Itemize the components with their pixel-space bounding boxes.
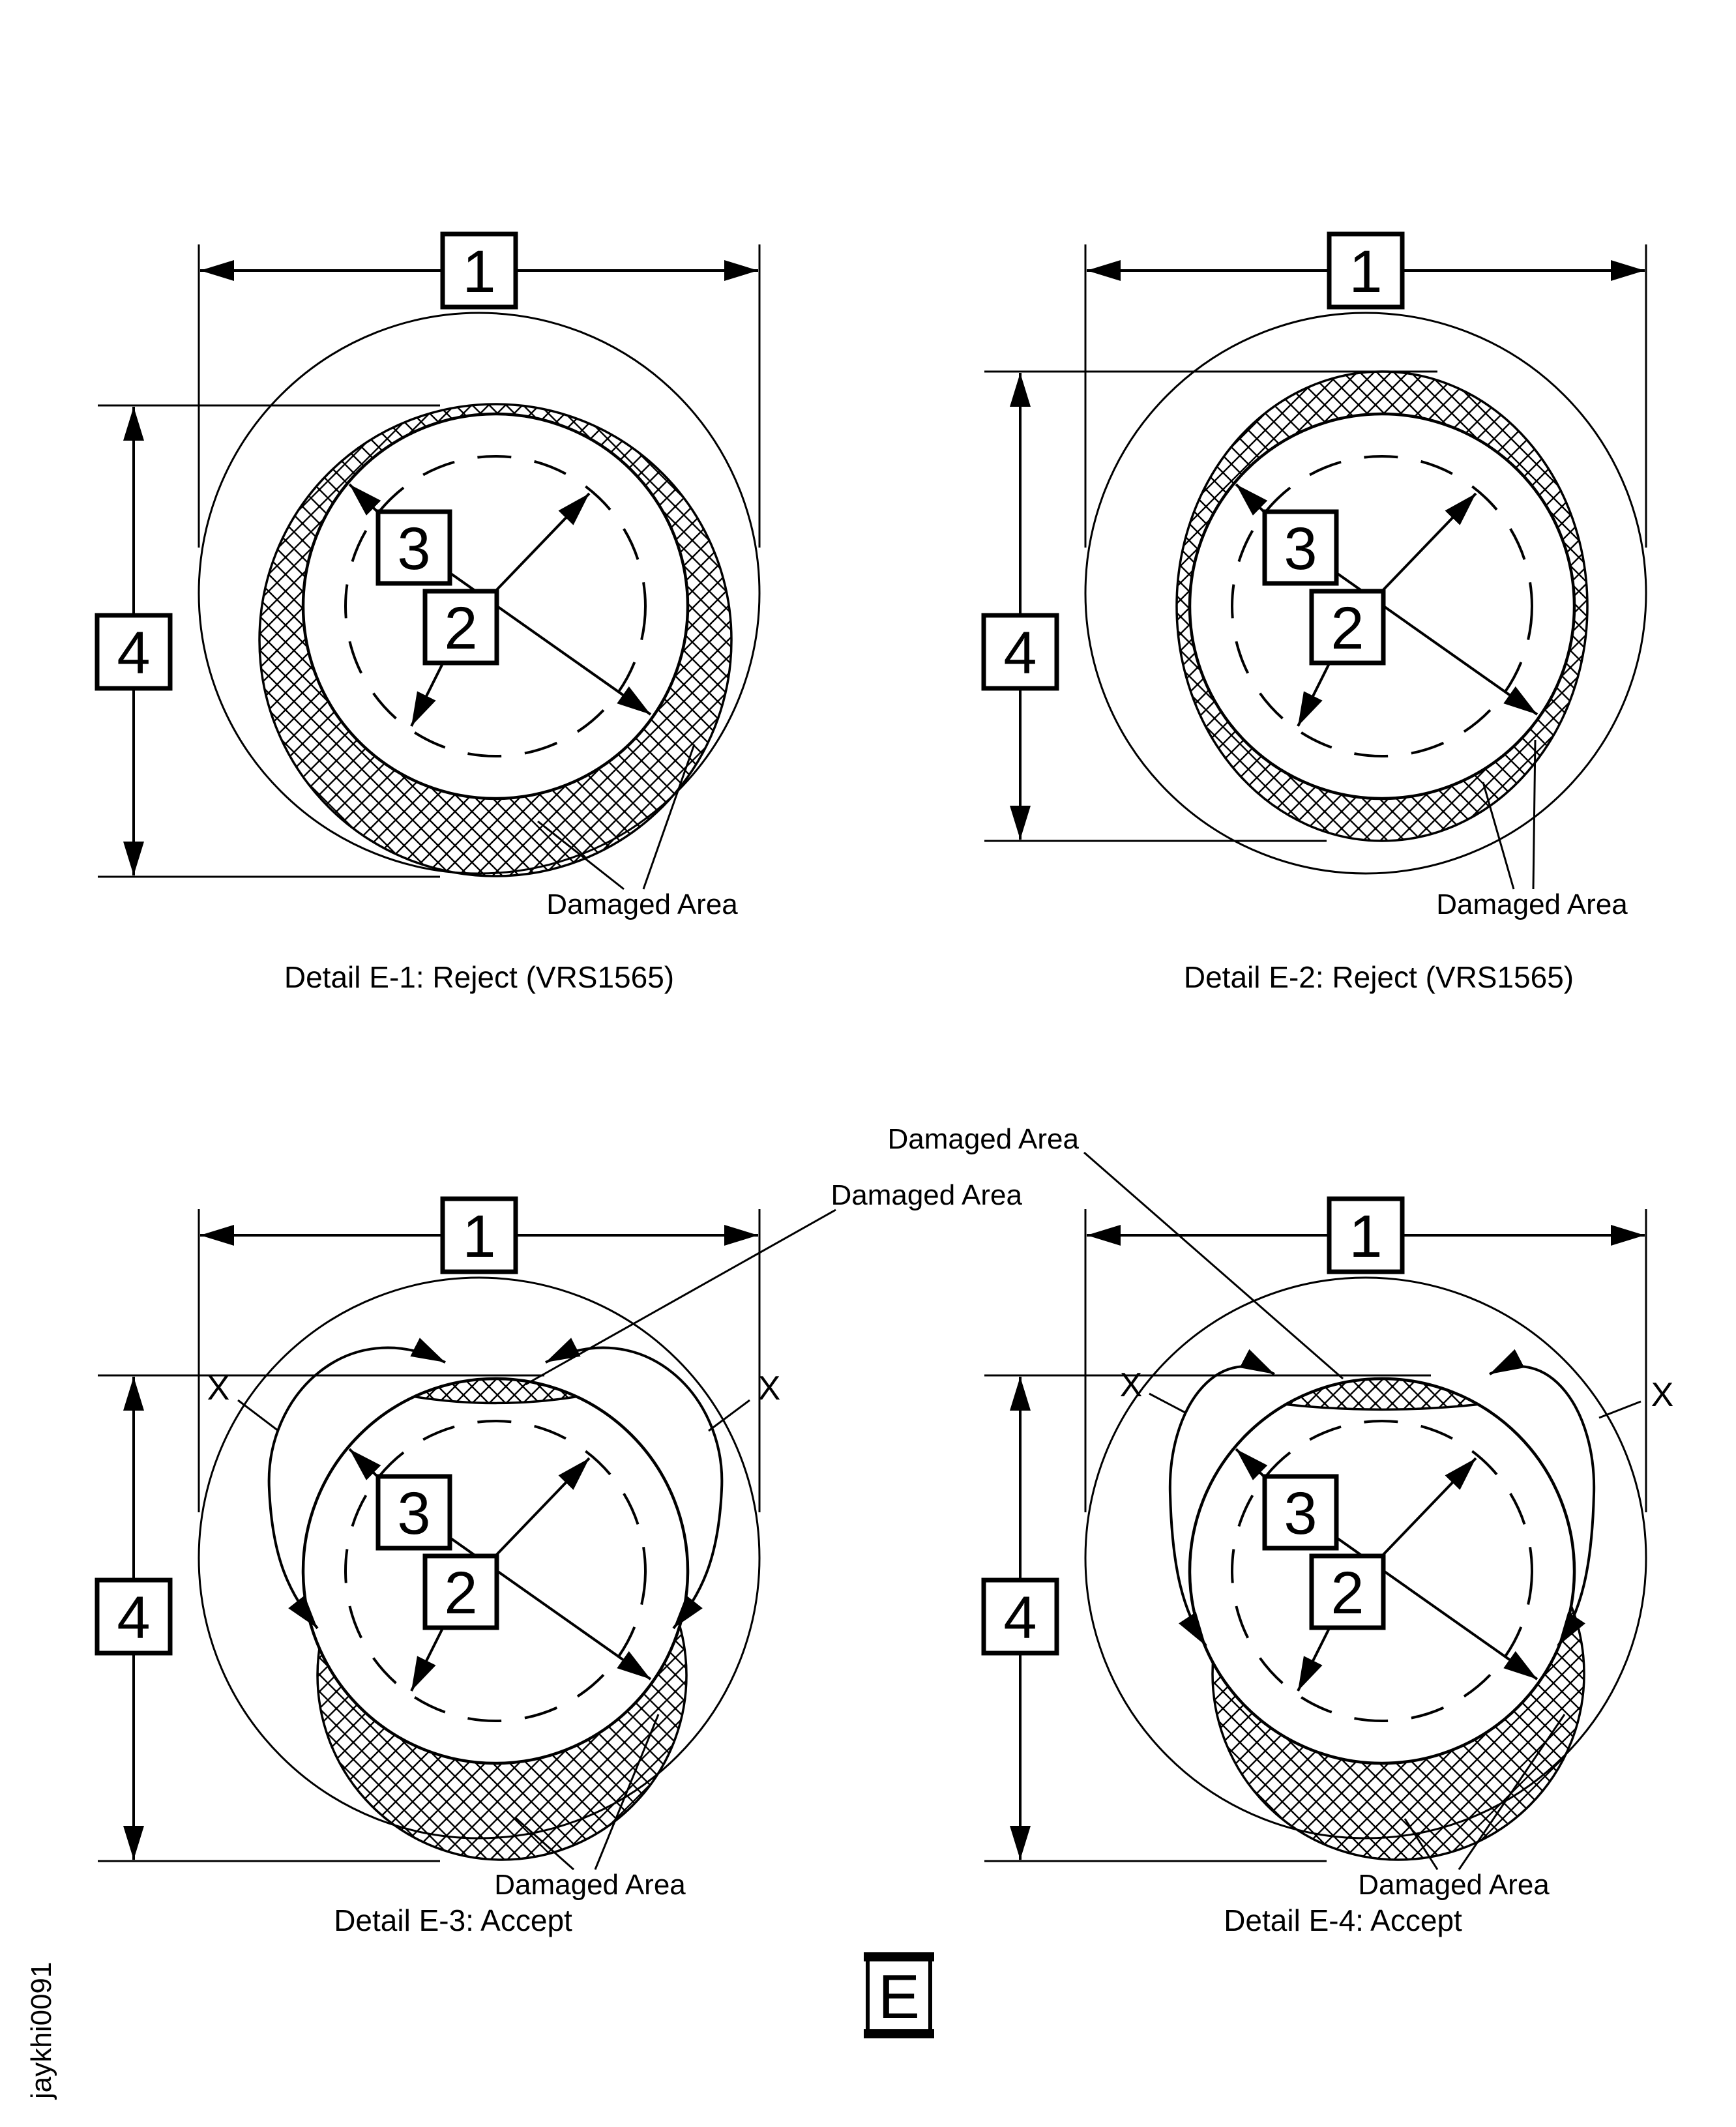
- dim3-label: 3: [397, 1480, 431, 1547]
- damaged-area-label: Damaged Area: [494, 1869, 686, 1901]
- dim2-label: 2: [1331, 595, 1364, 662]
- dim1-label: 1: [1349, 1203, 1383, 1270]
- x-label-right: X: [758, 1370, 781, 1407]
- dim3-label: 3: [1284, 516, 1317, 582]
- dim1-label: 1: [462, 1203, 496, 1270]
- dim3-label: 3: [1284, 1480, 1317, 1547]
- damaged-area-top-label-e4: Damaged Area: [887, 1123, 1079, 1155]
- dim2-label: 2: [1331, 1560, 1364, 1626]
- figure-label: E: [877, 1962, 920, 2032]
- x-label-left: X: [1119, 1366, 1143, 1404]
- dim1-label: 1: [1349, 239, 1383, 305]
- damaged-area-label: Damaged Area: [1436, 888, 1628, 920]
- damaged-area-top-label-e3: Damaged Area: [831, 1179, 1022, 1211]
- x-label-right: X: [1651, 1376, 1674, 1414]
- dim2-label: 2: [444, 1560, 478, 1626]
- dim4-label: 4: [117, 620, 151, 686]
- dim3-label: 3: [397, 516, 431, 582]
- dim4-label: 4: [1003, 620, 1037, 686]
- x-label-left: X: [207, 1370, 230, 1407]
- dim4-label: 4: [1003, 1585, 1037, 1651]
- caption-e2: Detail E-2: Reject (VRS1565): [1183, 960, 1574, 994]
- dim1-label: 1: [462, 239, 496, 305]
- caption-e1: Detail E-1: Reject (VRS1565): [284, 960, 675, 994]
- caption-e4: Detail E-4: Accept: [1224, 1903, 1462, 1937]
- figure-label-box: [864, 1956, 934, 2035]
- caption-e3: Detail E-3: Accept: [334, 1903, 572, 1937]
- damaged-area-label: Damaged Area: [546, 888, 738, 920]
- damaged-area-label: Damaged Area: [1358, 1869, 1550, 1901]
- dim4-label: 4: [117, 1585, 151, 1651]
- dim2-label: 2: [444, 595, 478, 662]
- corner-id: jaykhi0091: [25, 1961, 57, 2099]
